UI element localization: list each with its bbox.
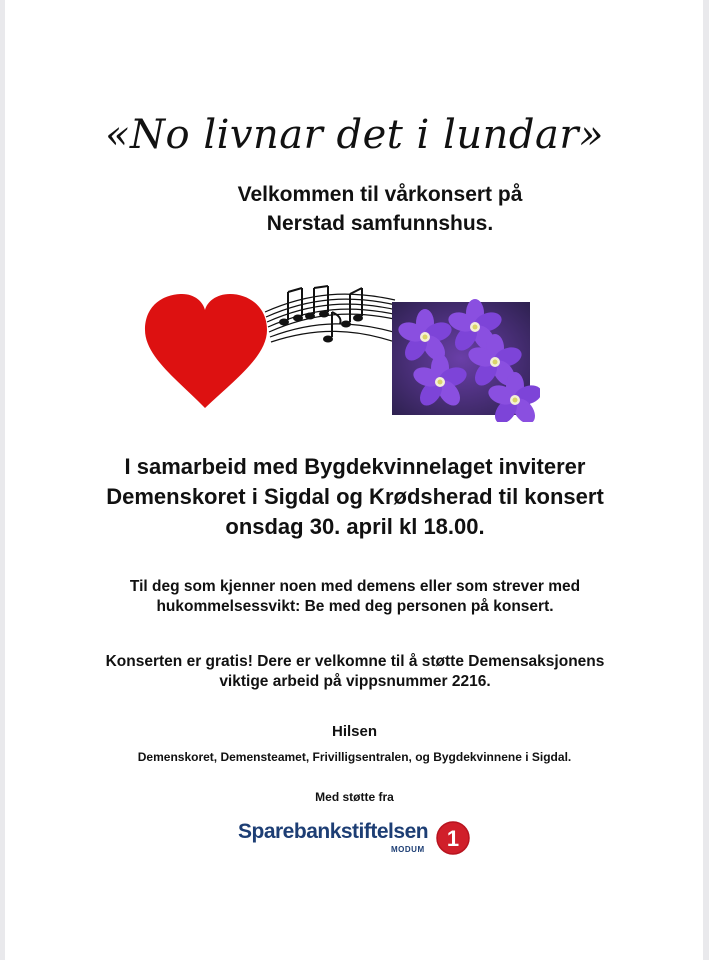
info-paragraph-2-line-2: viktige arbeid på vippsnummer 2216.: [219, 673, 491, 690]
invitation-text: [60, 452, 650, 542]
invitation-line-3: onsdag 30. april kl 18.00.: [225, 514, 485, 539]
info-paragraph-2-line-1: Konserten er gratis! Dere er velkomne til å støtte Demensaksjonens: [105, 653, 605, 670]
sparebank-1-icon: [435, 820, 471, 856]
heart-icon: [145, 294, 267, 408]
sponsor-name: Sparebankstiftelsen: [238, 820, 429, 843]
sponsor-sub: MODUM: [391, 845, 425, 854]
welcome-line-1: Velkommen til vårkonsert på: [237, 183, 523, 206]
welcome-line-2: Nerstad samfunnshus.: [266, 212, 494, 235]
invitation-line-2: Demenskoret i Sigdal og Krødsherad til konsert: [106, 484, 604, 509]
purple-flowers-image: [392, 299, 540, 422]
poster-title: «No livnar det i lundar»: [105, 112, 604, 158]
music-notes-icon: [265, 286, 401, 344]
sponsor-logo: [238, 820, 478, 860]
welcome-text: [160, 180, 600, 238]
support-label: Med støtte fra: [315, 790, 394, 804]
invitation-line-1: I samarbeid med Bygdekvinnelaget inviterer: [124, 454, 586, 479]
sponsor-logo-digit: 1: [446, 826, 460, 851]
info-paragraph-1-line-1: Til deg som kjenner noen med demens eller som strever med: [129, 578, 581, 595]
info-paragraph-1-line-2: hukommelsessvikt: Be med deg personen på konsert.: [156, 598, 554, 615]
signers: Demenskoret, Demensteamet, Frivilligsentralen, og Bygdekvinnene i Sigdal.: [137, 750, 572, 764]
illustration: [140, 282, 540, 422]
greeting: Hilsen: [331, 723, 377, 740]
info-paragraph-2: [60, 652, 650, 692]
info-paragraph-1: [60, 577, 650, 617]
